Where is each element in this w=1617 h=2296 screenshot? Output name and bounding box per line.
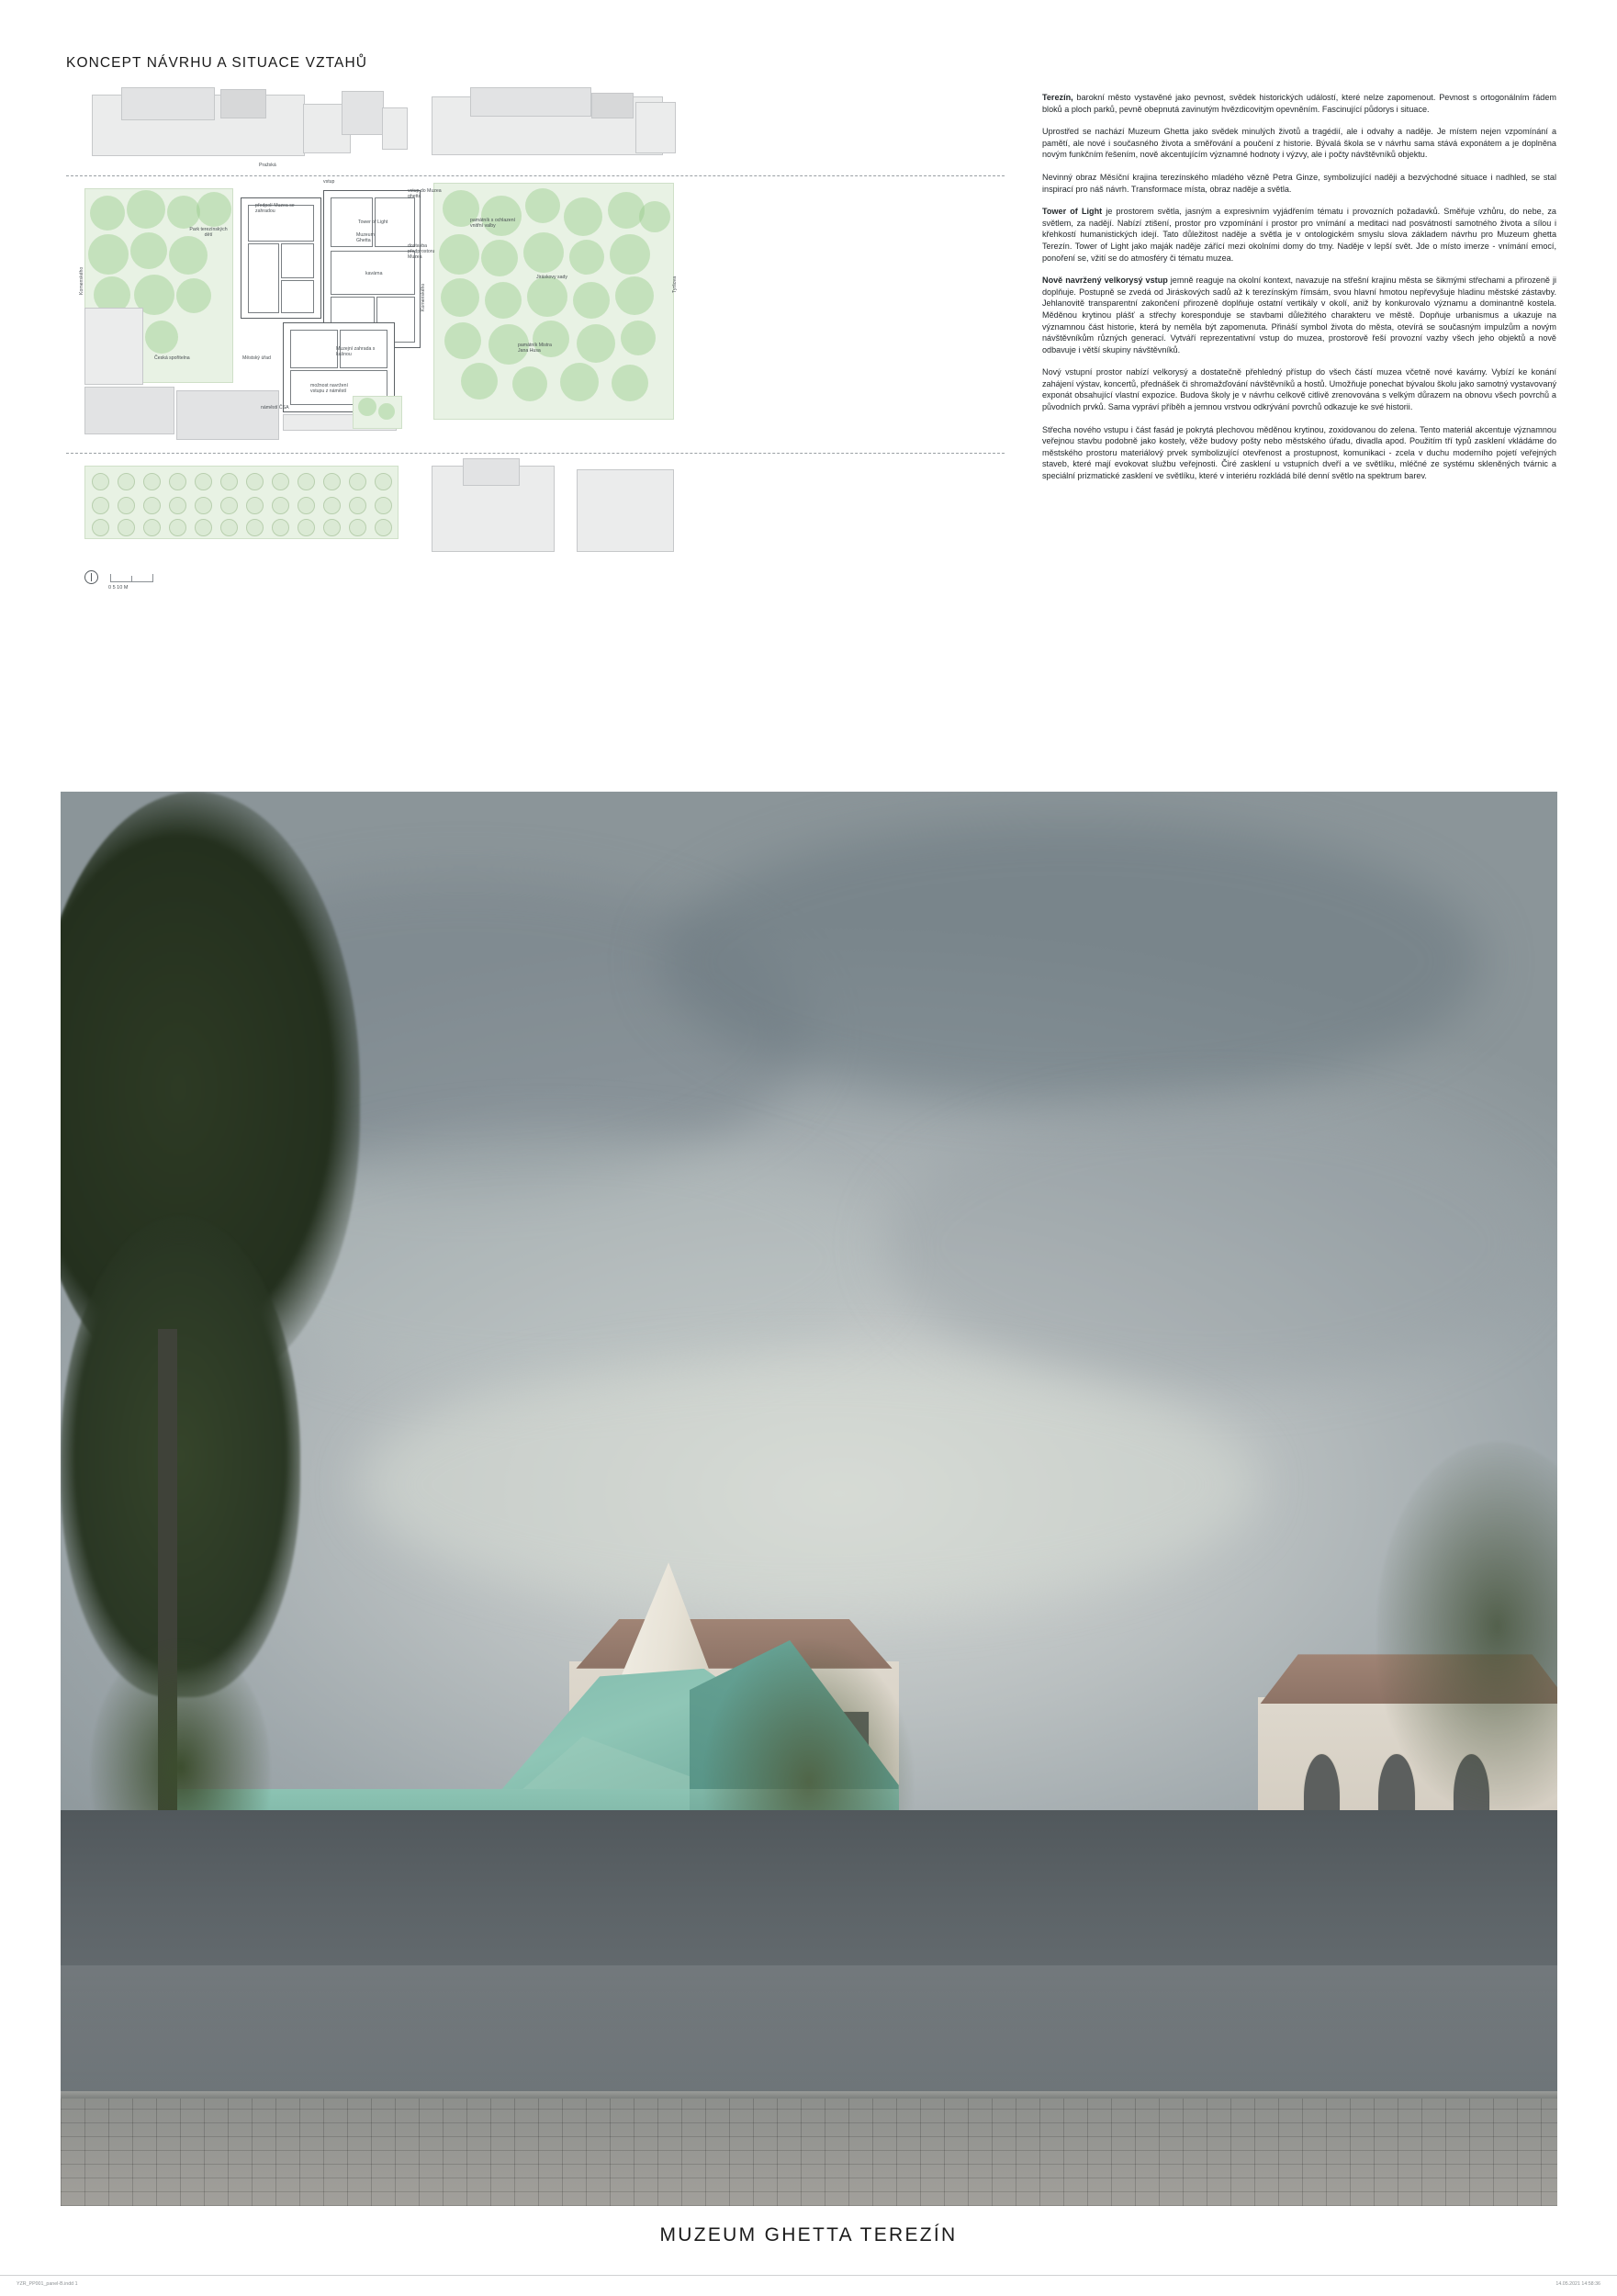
- block-mass: [470, 87, 591, 117]
- block-mass: [84, 387, 174, 434]
- plan-label: Park terezínských dětí: [189, 227, 228, 238]
- block-mass: [176, 390, 279, 440]
- road-reflection: [61, 1965, 1557, 2107]
- site-plan-drawing: [66, 87, 1005, 776]
- kerb: [61, 2091, 1557, 2099]
- plan-room: [281, 243, 314, 278]
- street-label: Pražská: [259, 163, 276, 168]
- page-title: KONCEPT NÁVRHU A SITUACE VZTAHŮ: [66, 55, 368, 71]
- paragraph-6: Nový vstupní prostor nabízí velkorysý a dostatečně přehledný přístup do všech částí muzea včetně nové kavárny. Vybízí ke konání zahájení výstav, koncertů, přednášek či shromažďování návštěvníků a hostů. Umožňuje ponechat bývalou školu jako samotný vystavovaný exponát obsahující vlastní expozice. Budova školy je v návrhu celkově citlivě zrenovována s velkým důrazem na obnovu všech povrchů a původních prvků. Sama vypráví příběh a jemnou vrstvou odkrývání povrchů odkazuje ke své historii.: [1042, 367, 1556, 412]
- plan-label: Muzeum Ghetta: [356, 232, 375, 243]
- plan-label: dostavba předprostoru Muzea: [408, 243, 435, 260]
- plan-label: památník s ochlazení vnitřní valby: [470, 218, 516, 229]
- paragraph-5: Nově navržený velkorysý vstup jemně reaguje na okolní kontext, navazuje na střešní krajinu města se šikmými střechami a přirozeně ji doplňuje. Postupně se zvedá od Jiráskových sadů až k terezínským římsám, svou hlavní hmotou nepřevyšuje hladinu městské zástavby. Jehlanovitě transparentní zakončení přirozeně doplňuje ostatní vertikály v okolí, aniž by konkurovalo významu a dominantně kostela. Měděnou krytinou plášť a střechy koresponduje se stavbami důležitého charakteru ve městě. Dopňuje urbanismus a ukazuje na významnou část historie, která by neměla být zapomenuta. Přináší symbol života do města, otevírá se současným impulzům a novým návštěvníkům různých generací. Vytváří reprezentativní vstup do muzea, prostorově řeší provozní vazby všech jeho objektů a nově odbavuje i větší skupiny návštěvníků.: [1042, 276, 1556, 355]
- plan-label: památník Mistra Jana Husa: [518, 343, 552, 354]
- architectural-render: [61, 792, 1557, 2206]
- plan-room: [281, 280, 314, 313]
- street-label: Komenského: [79, 266, 84, 295]
- block-mass: [220, 89, 266, 118]
- block-mass: [591, 93, 634, 118]
- block-mass: [463, 458, 520, 486]
- north-arrow-icon: [84, 570, 98, 584]
- plan-label: Jiráskovy sady: [536, 275, 568, 280]
- paragraph-3: Nevinný obraz Měsíční krajina terezínského mladého vězně Petra Ginze, symbolizující naději a bezvýchodné situace i nadhled, se stal inspirací pro náš návrh. Transformace místa, obraz naděje a světla.: [1042, 172, 1556, 194]
- street-label: Tyršova: [672, 276, 678, 293]
- paragraph-2: Uprostřed se nachází Muzeum Ghetta jako svědek minulých životů a tragédií, ale i odvahy a naděje. Je místem nejen vzpomínání a pamětí, ale nové i současného života a směřování a poučení z historie. Bývalá škola se v návrhu sama stává exponátem a je doplněna novým funkčním řešením, nově akcentujícím významné hodnoty i výzvy, ale i počty návštěvníků objektu.: [1042, 127, 1556, 160]
- foreground-tree: [61, 1216, 300, 1697]
- paragraph-1: Terezín, barokní město vystavěné jako pevnost, svědek historických událostí, které nelze zapomenout. Pevnost s ortogonálním řádem bloků a ploch parků, pevně obepnutá zavinutým hvězdicovitým opevněním. Fascinující půdorys i situace.: [1042, 93, 1556, 114]
- street-axis-line: [66, 175, 1005, 176]
- sidewalk-paving: [61, 2099, 1557, 2206]
- paragraph-7: Střecha nového vstupu i část fasád je pokrytá plechovou měděnou krytinou, zoxidovanou do zelena. Tento materiál akcentuje významnou veřejnou stavbu podobně jako kostely, věže budovy pošty nebo městského úřadu, divadla apod. Použitím tří typů zasklení vkládáme do městského prostoru materiálový prvek symbolizující otevřenost a prostupnost, komunikaci - zcela v duchu moderního pojetí veřejných staveb, které mají evokovat službu veřejnosti. Čiré zasklení u vstupních dveří a ve světlíku, mléčné ze systému skleněných tvárnic a speciální prizmatické zasklení ve světlíku, které v interiéru rozkládá bílé denní světlo na spektrum barev.: [1042, 424, 1556, 481]
- square-edge-line: [66, 453, 1005, 454]
- description-text: [1042, 92, 1556, 493]
- block-mass: [342, 91, 384, 135]
- project-title: MUZEUM GHETTA TEREZÍN: [659, 2224, 958, 2245]
- block-mass: [84, 308, 143, 385]
- street-label: Komenského: [421, 283, 426, 311]
- footer-timestamp: 14.05.2021 14:58:36: [1555, 2281, 1600, 2287]
- scale-label: 0 5 10 M: [108, 585, 129, 591]
- plan-label: možnost navržení vstupu z náměstí: [310, 383, 348, 394]
- block-mass: [121, 87, 215, 120]
- plan-label: náměstí ČSA: [261, 405, 289, 411]
- plan-label: Tower of Light: [358, 219, 388, 225]
- block-mass: [382, 107, 408, 150]
- plan-label: vstup: [323, 179, 335, 185]
- plan-label: kavárna: [365, 271, 383, 276]
- block-mass: [635, 102, 676, 153]
- plan-label: předpolí Muzea se zahradou: [255, 203, 295, 214]
- plan-label: Muzejní zahrada s kašnou: [336, 346, 376, 357]
- block-mass: [577, 469, 674, 552]
- lead-in: Nově navržený velkorysý vstup: [1042, 276, 1168, 286]
- footer-file-label: YZR_PP001_panel-B.indd 1: [17, 2281, 78, 2287]
- plan-label: vstup do Muzea ghetta: [408, 188, 442, 199]
- plan-label: Česká spořitelna: [154, 355, 190, 361]
- plan-label: Městský úřad: [242, 355, 271, 361]
- plan-room: [248, 243, 279, 313]
- lead-in: Terezín,: [1042, 93, 1073, 102]
- plan-room: [290, 330, 338, 368]
- footer-bar: [0, 2275, 1617, 2296]
- lead-in: Tower of Light: [1042, 207, 1103, 217]
- paragraph-4: Tower of Light je prostorem světla, jasným a expresivním vyjádřením tématu i provozních požadavků. Směřuje vzhůru, do nebe, za světlem, za nadějí. Nabízí ztišení, prostor pro vzpomínání i prostor pro vnímání a meditaci nad posvátností samotného života a sílou i křehkostí humanistických idejí. Tato důležitost naděje a světla je v ontologickém smyslu slova základem návrhu pro Muzeum ghetta Terezín. Tower of Light jako maják naděje zářící mezi okolními domy do tmy. Naděje v lepší svět. Jde o místo imerze - vnímání emocí, ponoření se, vžití se do atmosféry či tématu muzea.: [1042, 207, 1556, 263]
